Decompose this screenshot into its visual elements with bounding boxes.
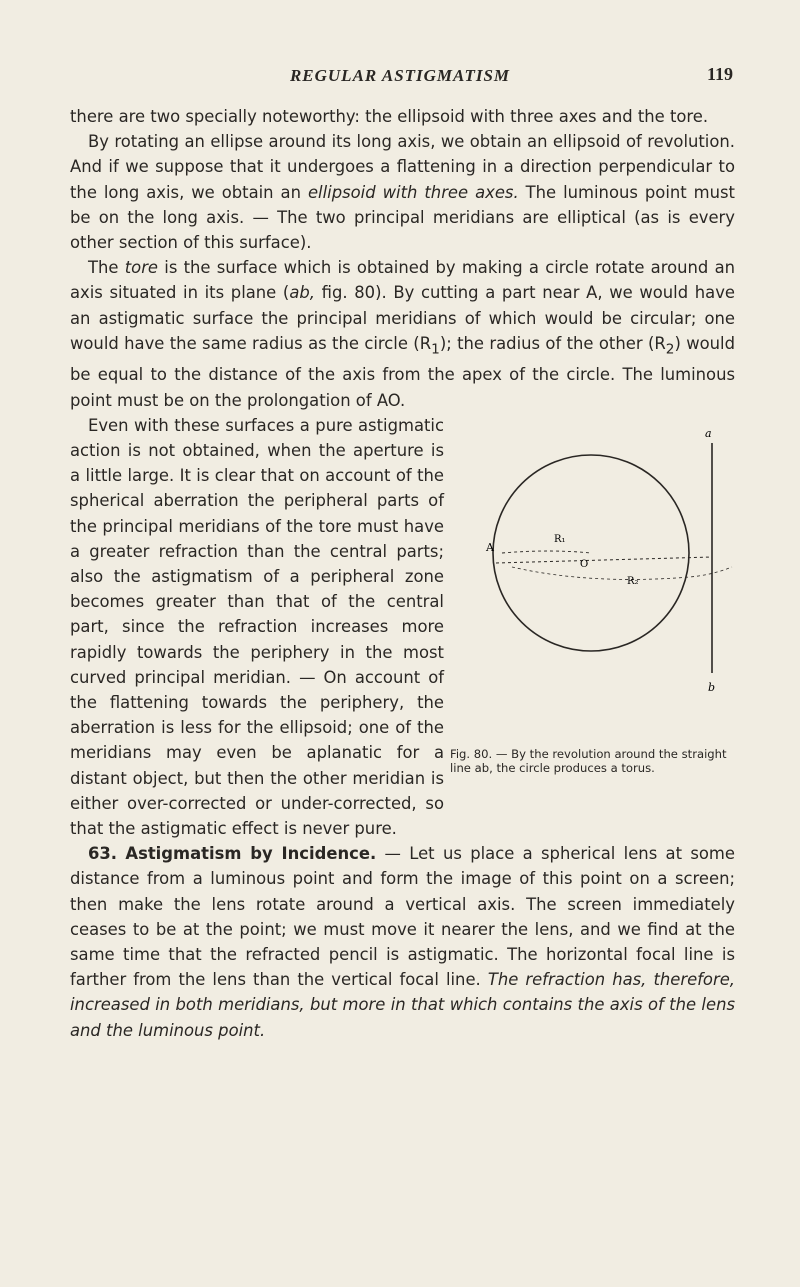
emphasis-ellipsoid: ellipsoid with three axes.	[307, 182, 519, 202]
label-b: b	[708, 680, 716, 694]
label-a: a	[705, 426, 712, 440]
radius-r2-dashed	[512, 567, 732, 579]
paragraph-4: Even with these surfaces a pure astigmatic action is not obtained, when the aperture is a little large. It is clear that on account of the spherical aberration the peripheral parts of the principal meridians of the tore must have a greater refraction than the central parts; also the astigmatism of a peripheral zone becomes greater than that of the central part, since the refraction increases more rapidly towards the periphery in the most curved principal meridian. — On account of the flattening towards the periphery, the aberration is less for the ellipsoid; one of the meridians may even be aplanatic for a distant object, but then the other meridian is either over-corrected or under-corrected, so that the astigmatic effect is never pure.	[70, 415, 444, 838]
figure-caption: Fig. 80. — By the revolution around the straight line ab, the circle produces a torus.	[450, 746, 727, 775]
running-header	[0, 62, 800, 92]
section-emphasis: The refraction has, therefore, increased in both meridians, but more in that which contains the axis of the lens and the luminous point.	[70, 970, 735, 1040]
section-63: 63. Astigmatism by Incidence. — Let us place a spherical lens at some distance from a luminous point and form the image of this point on a screen; then make the lens rotate around a vertical axis. The screen immediately ceases to be at the point; we must move it nearer the lens, and we find at the same time that the refracted pencil is astigmatic. The horizontal focal line is farther from the lens than the vertical focal line. The refraction has, therefore, increased in both meridians, but more in that which contains the axis of the lens and the luminous point.	[70, 844, 735, 1040]
figure-80	[450, 417, 735, 807]
label-R2: R₂	[627, 575, 639, 587]
paragraph-1: there are two specially noteworthy: the ellipsoid with three axes and the tore.	[70, 107, 709, 126]
body-text	[70, 104, 735, 1043]
label-O: O	[580, 558, 589, 570]
figure-wrap-block	[70, 413, 735, 841]
paragraph-3: The tore is the surface which is obtained by making a circle rotate around an axis situated in its plane (ab, fig. 80). By cutting a part near A, we would have an astigmatic surface the principal meridians of which would be circular; one would have the same radius as the circle $(R_1)$; the radius of the other $(R_2)$ would be equal to the distance of the axis from the apex of the circle. The luminous point must be on the prolongation of AO.	[70, 258, 735, 410]
running-title: REGULAR ASTIGMATISM	[289, 66, 511, 85]
label-R1: R₁	[554, 533, 566, 545]
section-number: 63.	[88, 844, 118, 864]
page-number: 119	[706, 64, 733, 84]
emphasis-ab: ab,	[289, 283, 315, 303]
circle-outline	[493, 455, 689, 651]
section-title: Astigmatism by Incidence.	[125, 844, 377, 864]
label-A: A	[486, 540, 494, 554]
paragraph-2: By rotating an ellipse around its long axis, we obtain an ellipsoid of revolution. And if we suppose that it undergoes a flattening in a direction perpendicular to the long axis, we obtain an ellipsoid with three axes. The luminous point must be on the long axis. — The two principal meridians are elliptical (as is every other section of this surface).	[70, 132, 735, 253]
emphasis-tore: tore	[124, 258, 159, 278]
radius-r1-dashed	[502, 551, 591, 553]
line-a-o-dashed	[496, 557, 712, 563]
torus-diagram	[450, 417, 735, 747]
